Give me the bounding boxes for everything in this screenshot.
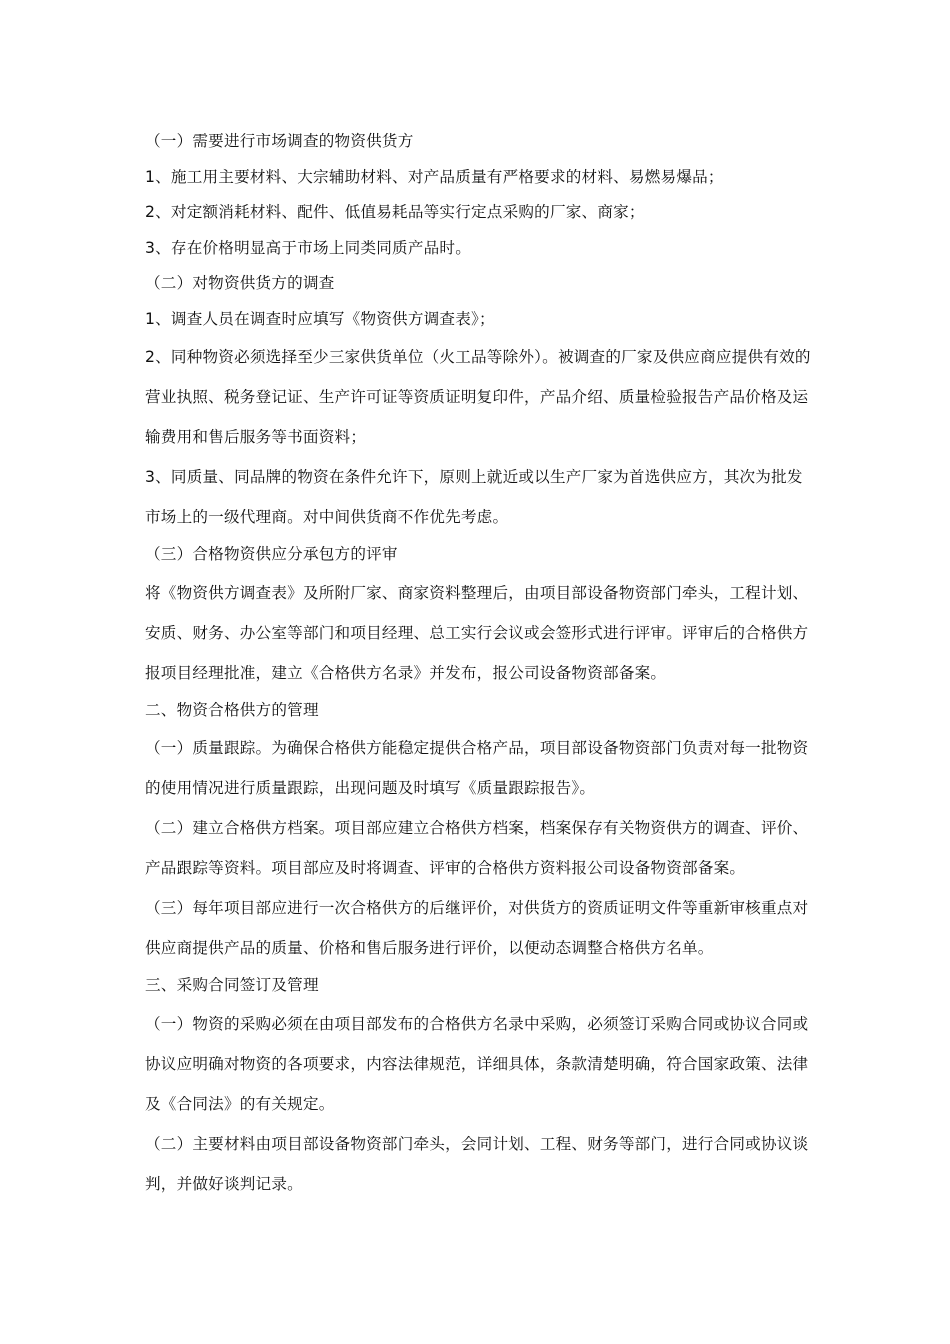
section-heading: （一）需要进行市场调查的物资供货方 xyxy=(145,132,414,150)
body-paragraph: （三）每年项目部应进行一次合格供方的后继评价，对供货方的资质证明文件等重新审核重点对供应商提供产品的质量、价格和售后服务进行评价，以便动态调整合格供方名单。 xyxy=(145,899,809,957)
document-body xyxy=(145,124,817,1204)
chapter-heading: 二、物资合格供方的管理 xyxy=(145,700,319,719)
body-paragraph: （一）物资的采购必须在由项目部发布的合格供方名录中采购，必须签订采购合同或协议合同或协议应明确对物资的各项要求，内容法律规范，详细具体，条款清楚明确，符合国家政策、法律及《合同法》的有关规定。 xyxy=(145,1014,809,1113)
body-paragraph: 将《物资供方调查表》及所附厂家、商家资料整理后，由项目部设备物资部门牵头，工程计划、安质、财务、办公室等部门和项目经理、总工实行会议或会签形式进行评审。评审后的合格供方报项目经理批准，建立《合格供方名录》并发布，报公司设备物资部备案。 xyxy=(145,583,809,682)
section-heading: （二）对物资供货方的调查 xyxy=(145,274,335,292)
list-item: 1、施工用主要材料、大宗辅助材料、对产品质量有严格要求的材料、易燃易爆品； xyxy=(145,167,724,186)
list-item: 1、调查人员在调查时应填写《物资供方调查表》； xyxy=(145,309,495,328)
list-item: 2、对定额消耗材料、配件、低值易耗品等实行定点采购的厂家、商家； xyxy=(145,203,645,221)
chapter-heading: 三、采购合同签订及管理 xyxy=(145,976,319,994)
list-item: 2、同种物资必须选择至少三家供货单位（火工品等除外）。被调查的厂家及供应商应提供有效的营业执照、税务登记证、生产许可证等资质证明复印件，产品介绍、质量检验报告产品价格及运输费用和售后服务等书面资料； xyxy=(145,348,811,446)
list-item: 3、同质量、同品牌的物资在条件允许下，原则上就近或以生产厂家为首选供应方，其次为批发市场上的一级代理商。对中间供货商不作优先考虑。 xyxy=(145,468,803,526)
section-heading: （三）合格物资供应分承包方的评审 xyxy=(145,545,398,563)
body-paragraph: （二）主要材料由项目部设备物资部门牵头，会同计划、工程、财务等部门，进行合同或协议谈判，并做好谈判记录。 xyxy=(145,1134,809,1193)
body-paragraph: （二）建立合格供方档案。项目部应建立合格供方档案，档案保存有关物资供方的调查、评价、产品跟踪等资料。项目部应及时将调查、评审的合格供方资料报公司设备物资部备案。 xyxy=(145,819,809,877)
body-paragraph: （一）质量跟踪。为确保合格供方能稳定提供合格产品，项目部设备物资部门负责对每一批物资的使用情况进行质量跟踪，出现问题及时填写《质量跟踪报告》。 xyxy=(145,739,809,797)
list-item: 3、存在价格明显高于市场上同类同质产品时。 xyxy=(145,238,471,257)
